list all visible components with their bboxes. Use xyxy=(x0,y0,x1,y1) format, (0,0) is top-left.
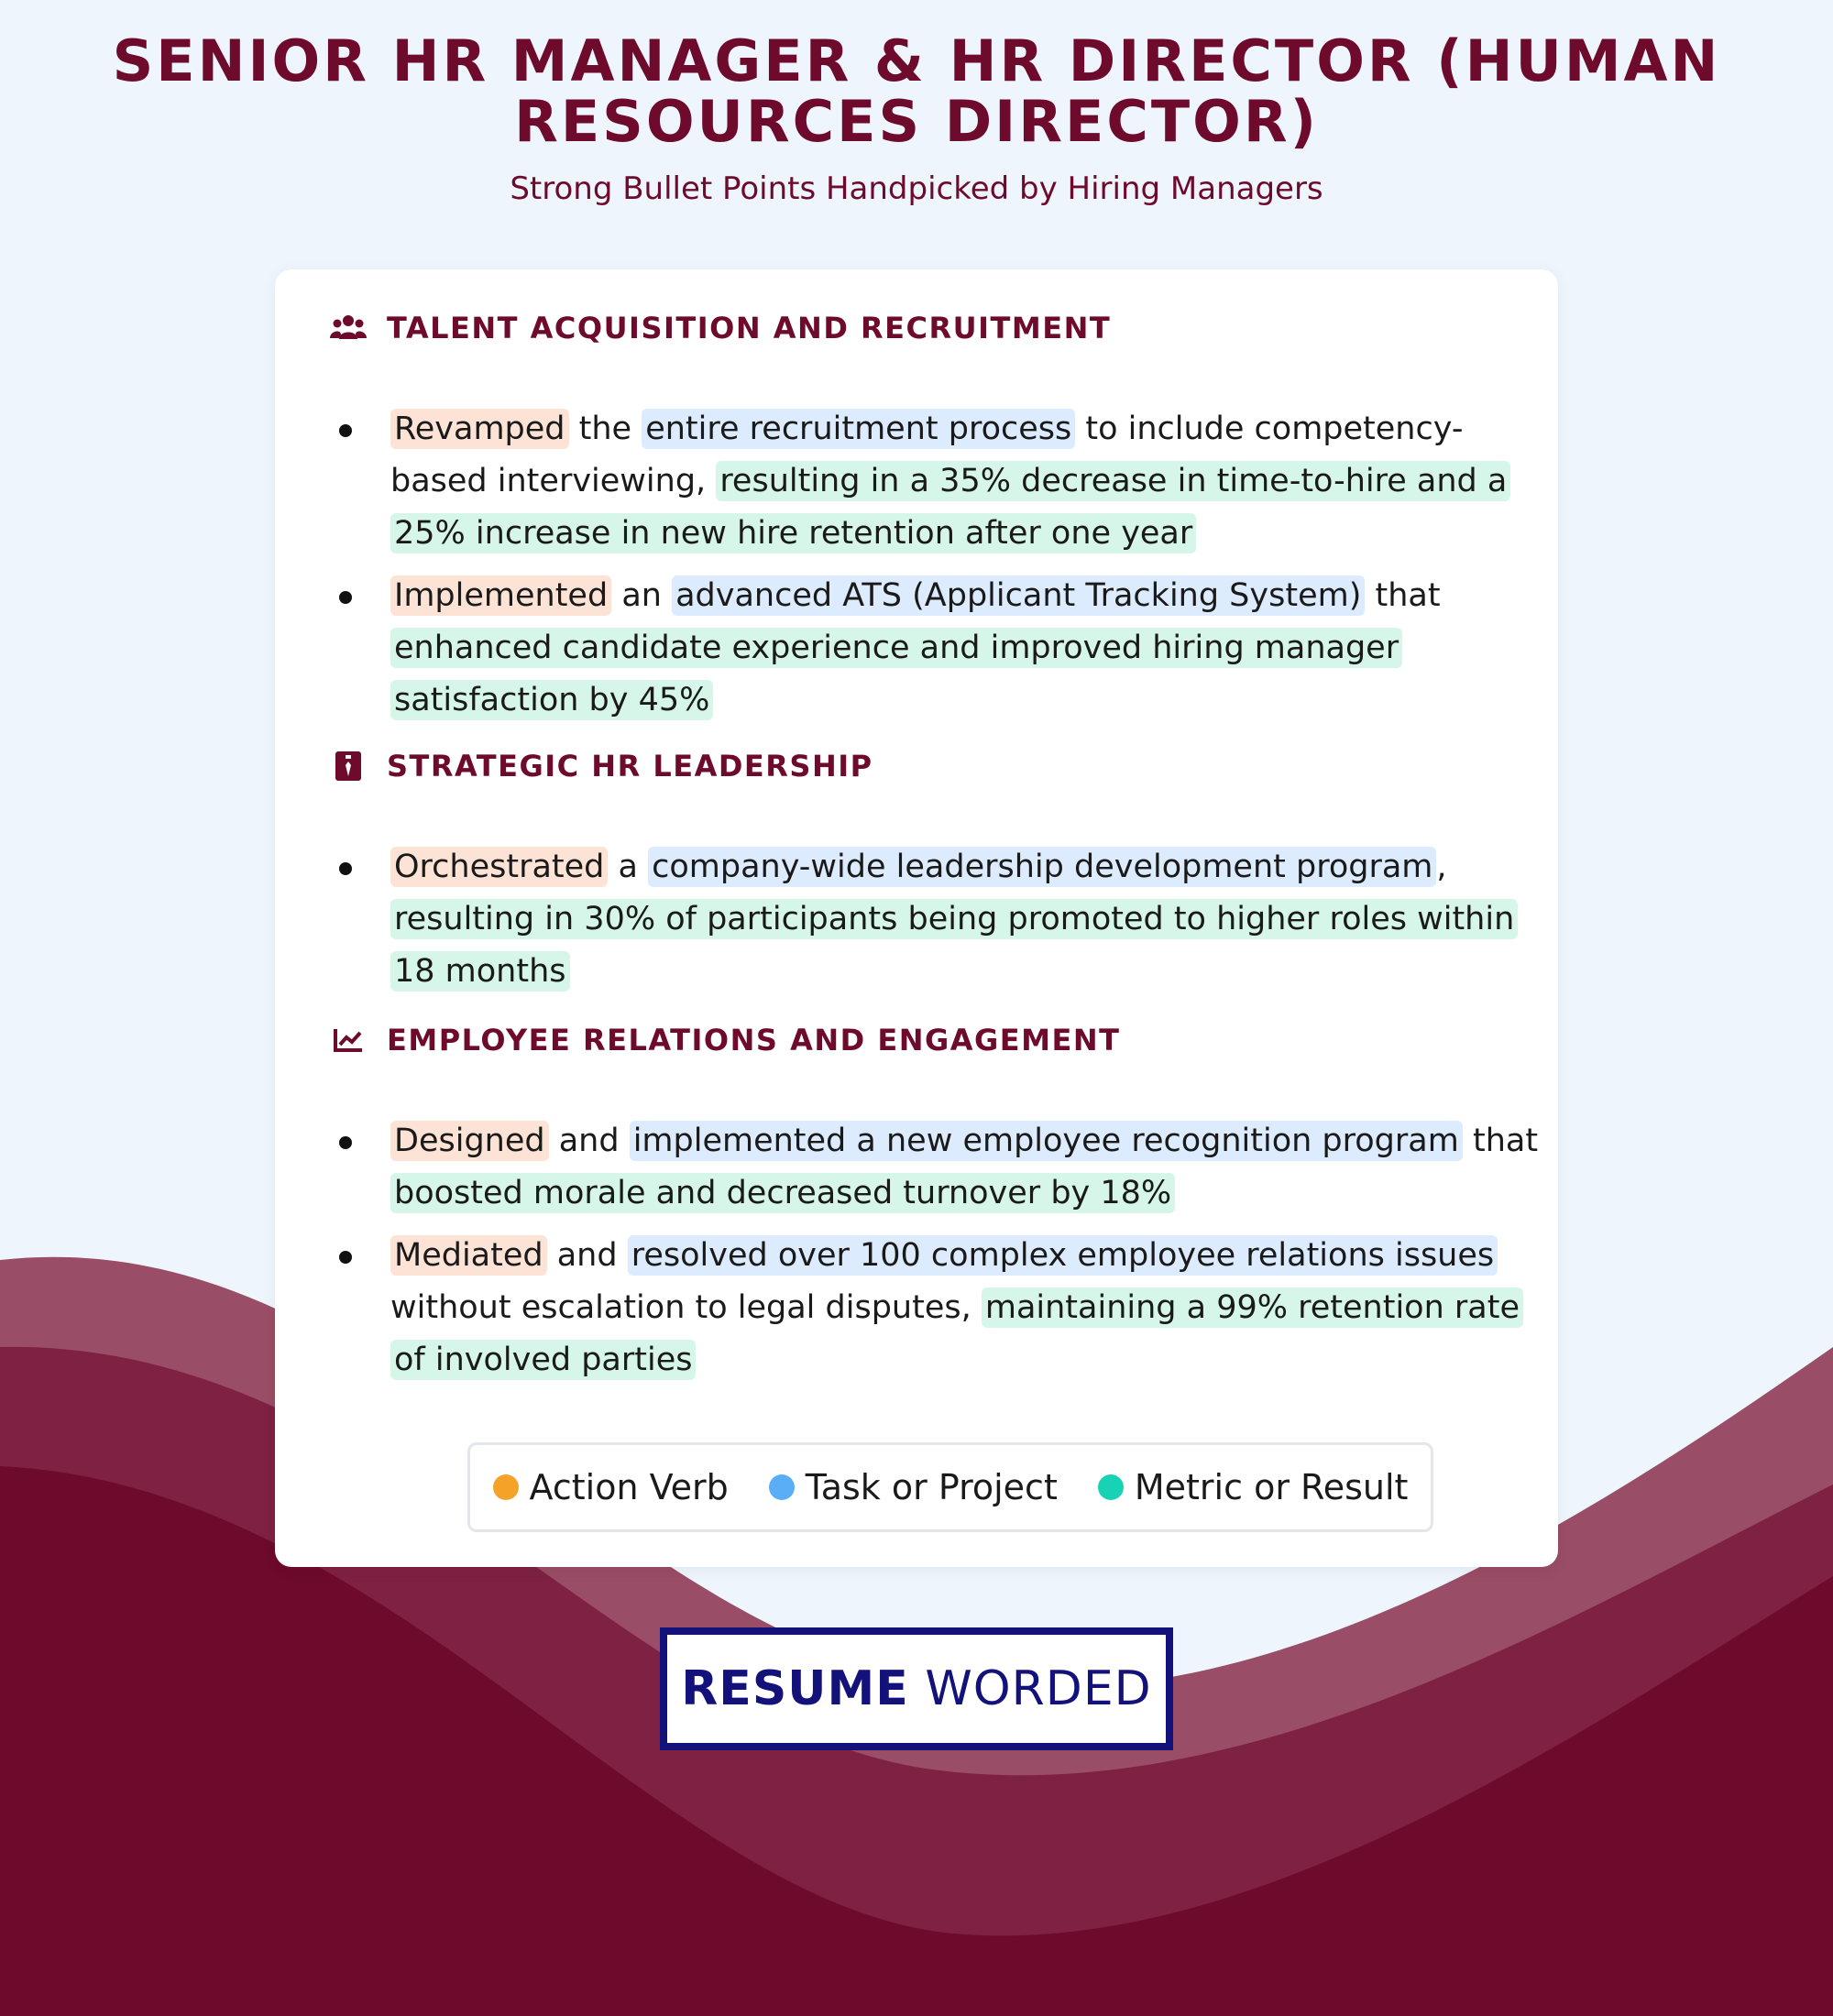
metric-highlight: boosted morale and decreased turnover by 18% xyxy=(390,1173,1175,1213)
plain-text: that xyxy=(1365,577,1441,614)
trend-chart-icon xyxy=(330,1022,367,1058)
bullet-item xyxy=(330,570,1540,727)
plain-text: and xyxy=(546,1237,628,1274)
task-dot-icon xyxy=(769,1474,795,1500)
section-header xyxy=(330,1022,1540,1058)
bullet-item xyxy=(330,1115,1540,1220)
section-talent-acquisition xyxy=(330,310,1540,737)
plain-text: a xyxy=(608,849,649,885)
bullet-list xyxy=(330,1115,1540,1386)
logo-regular-word: WORDED xyxy=(925,1661,1152,1716)
logo-bold-word: RESUME xyxy=(681,1661,909,1716)
bullet-list xyxy=(330,403,1540,727)
legend-item-action-verb xyxy=(493,1467,729,1507)
task-highlight: resolved over 100 complex employee relations issues xyxy=(628,1235,1498,1276)
bullet-item xyxy=(330,841,1540,998)
task-highlight: implemented a new employee recognition program xyxy=(630,1121,1463,1161)
plain-text: an xyxy=(611,577,673,614)
resume-worded-logo[interactable] xyxy=(660,1627,1173,1750)
action-verb-highlight: Implemented xyxy=(390,575,611,616)
id-badge-icon xyxy=(330,748,367,784)
legend-item-task-or-project xyxy=(769,1467,1058,1507)
users-icon xyxy=(330,310,367,346)
plain-text: , xyxy=(1436,849,1447,885)
action-verb-highlight: Orchestrated xyxy=(390,847,608,887)
plain-text: to include competency-based interviewing, xyxy=(390,411,1464,499)
section-title: EMPLOYEE RELATIONS AND ENGAGEMENT xyxy=(387,1023,1121,1057)
task-highlight: entire recruitment process xyxy=(642,409,1075,449)
metric-dot-icon xyxy=(1098,1474,1124,1500)
page-title: SENIOR HR MANAGER & HR DIRECTOR (HUMAN RESOURCES DIRECTOR) xyxy=(112,27,1721,155)
bullet-card xyxy=(275,269,1558,1567)
plain-text: and xyxy=(548,1123,630,1159)
legend-label: Metric or Result xyxy=(1134,1467,1409,1507)
page-header xyxy=(0,27,1833,207)
metric-highlight: resulting in 30% of participants being promoted to higher roles within 18 months xyxy=(390,899,1518,992)
plain-text: that xyxy=(1462,1123,1539,1159)
metric-highlight: enhanced candidate experience and improved hiring manager satisfaction by 45% xyxy=(390,628,1402,720)
section-header xyxy=(330,310,1540,346)
legend-label: Task or Project xyxy=(805,1467,1058,1507)
task-highlight: advanced ATS (Applicant Tracking System) xyxy=(672,575,1365,616)
metric-highlight: resulting in a 35% decrease in time-to-hire and a 25% increase in new hire retention after one year xyxy=(390,461,1510,553)
section-title: STRATEGIC HR LEADERSHIP xyxy=(387,749,873,783)
action-verb-dot-icon xyxy=(493,1474,519,1500)
action-verb-highlight: Designed xyxy=(390,1121,549,1161)
section-employee-relations xyxy=(330,1022,1540,1397)
legend-label: Action Verb xyxy=(529,1467,729,1507)
page-subtitle: Strong Bullet Points Handpicked by Hiring Managers xyxy=(510,170,1323,207)
section-strategic-hr-leadership xyxy=(330,748,1540,1008)
legend xyxy=(467,1442,1433,1532)
bullet-item xyxy=(330,1230,1540,1386)
section-title: TALENT ACQUISITION AND RECRUITMENT xyxy=(387,311,1112,345)
bullet-item xyxy=(330,403,1540,560)
bullet-list xyxy=(330,841,1540,998)
plain-text: without escalation to legal disputes, xyxy=(390,1289,982,1326)
action-verb-highlight: Revamped xyxy=(390,409,569,449)
metric-highlight: maintaining a 99% retention rate of involved parties xyxy=(390,1287,1523,1380)
logo-text xyxy=(681,1661,1151,1716)
action-verb-highlight: Mediated xyxy=(390,1235,547,1276)
task-highlight: company-wide leadership development program xyxy=(648,847,1436,887)
section-header xyxy=(330,748,1540,784)
plain-text: the xyxy=(568,411,642,447)
legend-item-metric-or-result xyxy=(1098,1467,1409,1507)
